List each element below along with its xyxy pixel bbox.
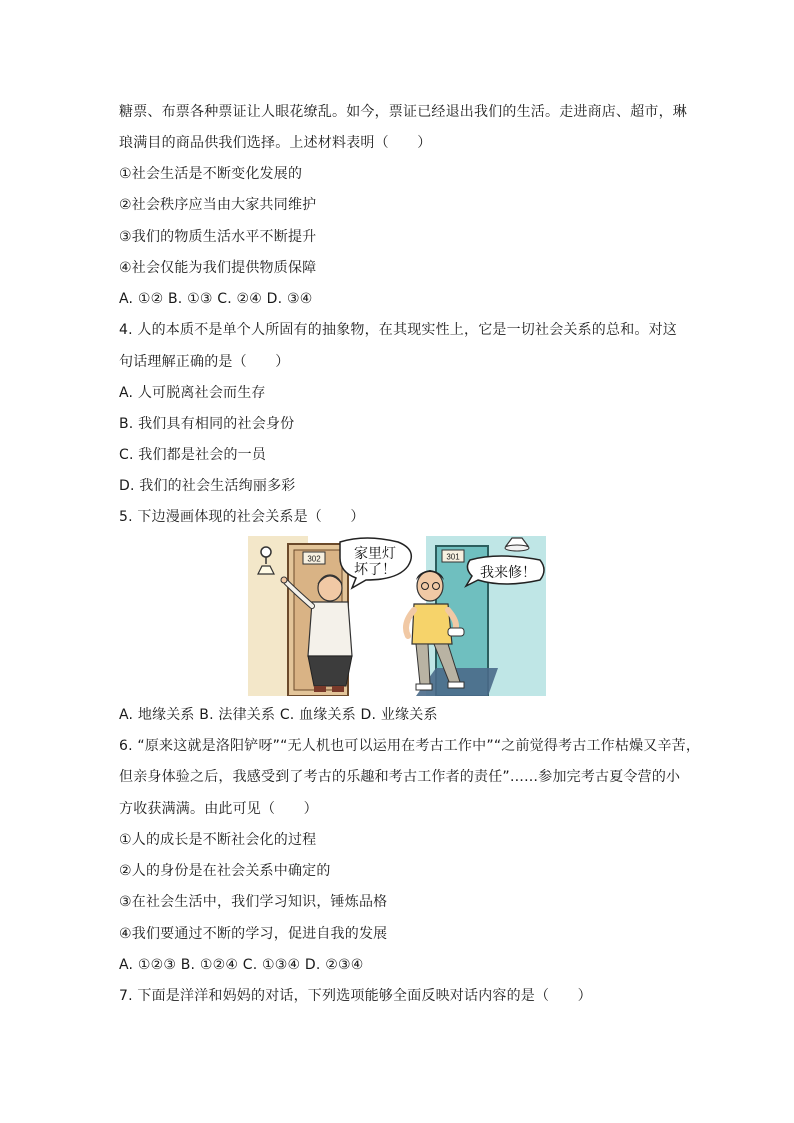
q7-stem: 7. 下面是洋洋和妈妈的对话，下列选项能够全面反映对话内容的是（ ） [119, 988, 592, 1004]
q3-stem-line1: 糖票、布票各种票证让人眼花缭乱。如今，票证已经退出我们的生活。走进商店、超市，琳 [119, 104, 687, 120]
q3-item-1: ①社会生活是不断变化发展的 [119, 166, 303, 182]
q6-stem-line1: 6. “原来这就是洛阳铲呀”“无人机也可以运用在考古工作中”“之前觉得考古工作枯燥又辛苦， [119, 738, 701, 754]
q3-options: A. ①② B. ①③ C. ②④ D. ③④ [119, 291, 313, 307]
door-number-302: 302 [307, 554, 321, 564]
q3-stem-line2: 琅满目的商品供我们选择。上述材料表明（ ） [119, 135, 432, 151]
q6-stem-line3: 方收获满满。由此可见（ ） [119, 801, 318, 817]
q4-option-c: C. 我们都是社会的一员 [119, 447, 267, 463]
q4-option-a: A. 人可脱离社会而生存 [119, 385, 266, 401]
q3-item-3: ③我们的物质生活水平不断提升 [119, 229, 317, 245]
q6-item-1: ①人的成长是不断社会化的过程 [119, 832, 317, 848]
tool-icon [448, 628, 464, 636]
q3-item-2: ②社会秩序应当由大家共同维护 [119, 197, 317, 213]
q4-option-b: B. 我们具有相同的社会身份 [119, 416, 295, 432]
q6-options: A. ①②③ B. ①②④ C. ①③④ D. ②③④ [119, 957, 364, 973]
wall-lamp-icon [261, 547, 271, 557]
bubble-left-line2: 坏了！ [354, 562, 396, 578]
q3-item-4: ④社会仅能为我们提供物质保障 [119, 260, 317, 276]
q5-stem: 5. 下边漫画体现的社会关系是（ ） [119, 509, 365, 525]
q5-options: A. 地缘关系 B. 法律关系 C. 血缘关系 D. 业缘关系 [119, 707, 438, 723]
door-number-301: 301 [446, 552, 460, 562]
q6-item-4: ④我们要通过不断的学习，促进自我的发展 [119, 926, 388, 942]
q6-stem-line2: 但亲身体验之后，我感受到了考古的乐趣和考古工作者的责任”……参加完考古夏令营的小 [119, 769, 681, 785]
q4-option-d: D. 我们的社会生活绚丽多彩 [119, 478, 296, 494]
bubble-left-line1: 家里灯 [354, 546, 396, 562]
q6-item-2: ②人的身份是在社会关系中确定的 [119, 863, 331, 879]
q6-item-3: ③在社会生活中，我们学习知识，锤炼品格 [119, 894, 388, 910]
neighbor-cartoon [248, 536, 546, 696]
bubble-right-text: 我来修！ [480, 565, 536, 581]
q4-stem-line2: 句话理解正确的是（ ） [119, 354, 290, 370]
q4-stem-line1: 4. 人的本质不是单个人所固有的抽象物，在其现实性上，它是一切社会关系的总和。对这 [119, 322, 678, 338]
